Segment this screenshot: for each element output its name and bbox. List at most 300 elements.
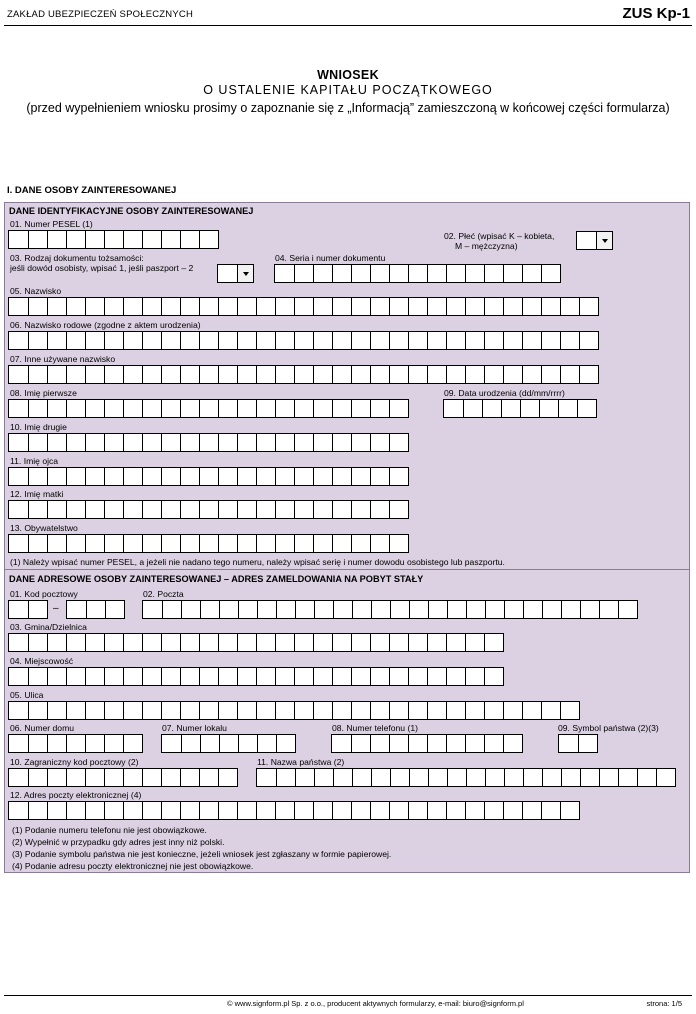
char-cell[interactable] <box>123 802 142 819</box>
char-cell[interactable] <box>218 400 237 417</box>
char-cell[interactable] <box>218 634 237 651</box>
char-cell[interactable] <box>47 501 66 518</box>
flat-number-input[interactable] <box>161 734 296 753</box>
char-cell[interactable] <box>180 366 199 383</box>
char-cell[interactable] <box>578 735 597 752</box>
char-cell[interactable] <box>485 769 504 786</box>
char-cell[interactable] <box>199 634 218 651</box>
char-cell[interactable] <box>85 634 104 651</box>
char-cell[interactable] <box>332 468 351 485</box>
char-cell[interactable] <box>332 702 351 719</box>
char-cell[interactable] <box>256 434 275 451</box>
char-cell[interactable] <box>313 702 332 719</box>
char-cell[interactable] <box>313 366 332 383</box>
char-cell[interactable] <box>503 332 522 349</box>
char-cell[interactable] <box>199 366 218 383</box>
char-cell[interactable] <box>389 501 408 518</box>
char-cell[interactable] <box>218 265 237 282</box>
char-cell[interactable] <box>218 332 237 349</box>
char-cell[interactable] <box>522 265 541 282</box>
char-cell[interactable] <box>66 702 85 719</box>
char-cell[interactable] <box>332 634 351 651</box>
char-cell[interactable] <box>85 366 104 383</box>
char-cell[interactable] <box>332 400 351 417</box>
char-cell[interactable] <box>180 231 199 248</box>
char-cell[interactable] <box>28 802 47 819</box>
char-cell[interactable] <box>142 468 161 485</box>
char-cell[interactable] <box>47 434 66 451</box>
char-cell[interactable] <box>142 702 161 719</box>
char-cell[interactable] <box>85 501 104 518</box>
char-cell[interactable] <box>28 434 47 451</box>
char-cell[interactable] <box>123 468 142 485</box>
char-cell[interactable] <box>276 769 295 786</box>
char-cell[interactable] <box>66 802 85 819</box>
commune-input[interactable] <box>8 633 504 652</box>
char-cell[interactable] <box>9 769 28 786</box>
char-cell[interactable] <box>9 298 28 315</box>
char-cell[interactable] <box>161 668 180 685</box>
char-cell[interactable] <box>256 634 275 651</box>
char-cell[interactable] <box>123 769 142 786</box>
char-cell[interactable] <box>541 802 560 819</box>
char-cell[interactable] <box>66 769 85 786</box>
char-cell[interactable] <box>503 702 522 719</box>
char-cell[interactable] <box>389 298 408 315</box>
char-cell[interactable] <box>237 298 256 315</box>
char-cell[interactable] <box>123 535 142 552</box>
char-cell[interactable] <box>294 400 313 417</box>
char-cell[interactable] <box>275 366 294 383</box>
char-cell[interactable] <box>294 366 313 383</box>
char-cell[interactable] <box>47 769 66 786</box>
char-cell[interactable] <box>256 332 275 349</box>
char-cell[interactable] <box>466 601 485 618</box>
char-cell[interactable] <box>104 231 123 248</box>
char-cell[interactable] <box>275 298 294 315</box>
char-cell[interactable] <box>66 434 85 451</box>
char-cell[interactable] <box>522 802 541 819</box>
char-cell[interactable] <box>389 265 408 282</box>
char-cell[interactable] <box>599 601 618 618</box>
char-cell[interactable] <box>294 702 313 719</box>
char-cell[interactable] <box>104 298 123 315</box>
char-cell[interactable] <box>86 601 105 618</box>
char-cell[interactable] <box>161 501 180 518</box>
char-cell[interactable] <box>446 735 465 752</box>
char-cell[interactable] <box>123 668 142 685</box>
char-cell[interactable] <box>484 366 503 383</box>
street-input[interactable] <box>8 701 580 720</box>
char-cell[interactable] <box>313 400 332 417</box>
char-cell[interactable] <box>199 400 218 417</box>
char-cell[interactable] <box>123 434 142 451</box>
char-cell[interactable] <box>237 434 256 451</box>
char-cell[interactable] <box>370 298 389 315</box>
char-cell[interactable] <box>314 601 333 618</box>
char-cell[interactable] <box>162 601 181 618</box>
char-cell[interactable] <box>294 298 313 315</box>
char-cell[interactable] <box>237 634 256 651</box>
char-cell[interactable] <box>370 668 389 685</box>
char-cell[interactable] <box>218 702 237 719</box>
char-cell[interactable] <box>47 366 66 383</box>
char-cell[interactable] <box>313 434 332 451</box>
char-cell[interactable] <box>85 769 104 786</box>
char-cell[interactable] <box>389 735 408 752</box>
char-cell[interactable] <box>446 668 465 685</box>
other-name-input[interactable] <box>8 365 599 384</box>
char-cell[interactable] <box>428 601 447 618</box>
char-cell[interactable] <box>427 634 446 651</box>
char-cell[interactable] <box>408 668 427 685</box>
char-cell[interactable] <box>276 601 295 618</box>
char-cell[interactable] <box>275 668 294 685</box>
char-cell[interactable] <box>351 468 370 485</box>
char-cell[interactable] <box>218 501 237 518</box>
char-cell[interactable] <box>181 735 200 752</box>
char-cell[interactable] <box>143 601 162 618</box>
char-cell[interactable] <box>390 601 409 618</box>
char-cell[interactable] <box>522 702 541 719</box>
char-cell[interactable] <box>219 601 238 618</box>
char-cell[interactable] <box>105 601 124 618</box>
char-cell[interactable] <box>161 802 180 819</box>
char-cell[interactable] <box>275 332 294 349</box>
char-cell[interactable] <box>427 332 446 349</box>
char-cell[interactable] <box>85 535 104 552</box>
char-cell[interactable] <box>104 434 123 451</box>
char-cell[interactable] <box>333 769 352 786</box>
char-cell[interactable] <box>142 298 161 315</box>
char-cell[interactable] <box>199 332 218 349</box>
char-cell[interactable] <box>218 298 237 315</box>
char-cell[interactable] <box>123 735 142 752</box>
char-cell[interactable] <box>504 769 523 786</box>
char-cell[interactable] <box>427 366 446 383</box>
char-cell[interactable] <box>218 468 237 485</box>
char-cell[interactable] <box>180 434 199 451</box>
char-cell[interactable] <box>408 332 427 349</box>
char-cell[interactable] <box>501 400 520 417</box>
char-cell[interactable] <box>28 735 47 752</box>
char-cell[interactable] <box>161 400 180 417</box>
char-cell[interactable] <box>219 735 238 752</box>
char-cell[interactable] <box>104 366 123 383</box>
char-cell[interactable] <box>85 400 104 417</box>
char-cell[interactable] <box>123 702 142 719</box>
char-cell[interactable] <box>161 634 180 651</box>
char-cell[interactable] <box>313 298 332 315</box>
char-cell[interactable] <box>484 332 503 349</box>
char-cell[interactable] <box>256 468 275 485</box>
char-cell[interactable] <box>294 501 313 518</box>
char-cell[interactable] <box>142 231 161 248</box>
doc-number-input[interactable] <box>274 264 561 283</box>
char-cell[interactable] <box>408 634 427 651</box>
char-cell[interactable] <box>123 298 142 315</box>
char-cell[interactable] <box>237 501 256 518</box>
char-cell[interactable] <box>142 802 161 819</box>
char-cell[interactable] <box>218 434 237 451</box>
char-cell[interactable] <box>9 434 28 451</box>
dropdown-arrow-icon[interactable] <box>237 265 253 282</box>
char-cell[interactable] <box>104 634 123 651</box>
char-cell[interactable] <box>238 601 257 618</box>
char-cell[interactable] <box>67 601 86 618</box>
char-cell[interactable] <box>351 634 370 651</box>
gender-select[interactable] <box>576 231 613 250</box>
char-cell[interactable] <box>123 400 142 417</box>
citizenship-input[interactable] <box>8 534 409 553</box>
char-cell[interactable] <box>313 468 332 485</box>
email-input[interactable] <box>8 801 580 820</box>
char-cell[interactable] <box>389 634 408 651</box>
char-cell[interactable] <box>351 702 370 719</box>
char-cell[interactable] <box>142 501 161 518</box>
char-cell[interactable] <box>542 769 561 786</box>
char-cell[interactable] <box>370 366 389 383</box>
char-cell[interactable] <box>409 769 428 786</box>
char-cell[interactable] <box>123 366 142 383</box>
char-cell[interactable] <box>180 769 199 786</box>
char-cell[interactable] <box>313 332 332 349</box>
father-name-input[interactable] <box>8 467 409 486</box>
char-cell[interactable] <box>180 298 199 315</box>
char-cell[interactable] <box>485 601 504 618</box>
char-cell[interactable] <box>66 231 85 248</box>
char-cell[interactable] <box>408 265 427 282</box>
char-cell[interactable] <box>389 802 408 819</box>
char-cell[interactable] <box>275 634 294 651</box>
char-cell[interactable] <box>28 298 47 315</box>
char-cell[interactable] <box>295 601 314 618</box>
char-cell[interactable] <box>9 501 28 518</box>
city-input[interactable] <box>8 667 504 686</box>
char-cell[interactable] <box>314 769 333 786</box>
char-cell[interactable] <box>9 735 28 752</box>
char-cell[interactable] <box>370 535 389 552</box>
char-cell[interactable] <box>257 769 276 786</box>
char-cell[interactable] <box>333 601 352 618</box>
char-cell[interactable] <box>9 366 28 383</box>
char-cell[interactable] <box>561 601 580 618</box>
char-cell[interactable] <box>47 535 66 552</box>
char-cell[interactable] <box>180 400 199 417</box>
char-cell[interactable] <box>85 468 104 485</box>
char-cell[interactable] <box>332 332 351 349</box>
char-cell[interactable] <box>181 601 200 618</box>
char-cell[interactable] <box>484 634 503 651</box>
char-cell[interactable] <box>161 434 180 451</box>
char-cell[interactable] <box>559 735 578 752</box>
char-cell[interactable] <box>161 231 180 248</box>
char-cell[interactable] <box>579 366 598 383</box>
char-cell[interactable] <box>351 298 370 315</box>
char-cell[interactable] <box>28 366 47 383</box>
char-cell[interactable] <box>237 468 256 485</box>
char-cell[interactable] <box>28 501 47 518</box>
char-cell[interactable] <box>560 802 579 819</box>
char-cell[interactable] <box>28 468 47 485</box>
char-cell[interactable] <box>560 702 579 719</box>
char-cell[interactable] <box>313 802 332 819</box>
char-cell[interactable] <box>427 298 446 315</box>
char-cell[interactable] <box>465 668 484 685</box>
char-cell[interactable] <box>466 769 485 786</box>
char-cell[interactable] <box>28 634 47 651</box>
char-cell[interactable] <box>370 634 389 651</box>
char-cell[interactable] <box>370 735 389 752</box>
mother-name-input[interactable] <box>8 500 409 519</box>
char-cell[interactable] <box>47 668 66 685</box>
char-cell[interactable] <box>389 366 408 383</box>
char-cell[interactable] <box>294 468 313 485</box>
char-cell[interactable] <box>520 400 539 417</box>
char-cell[interactable] <box>465 332 484 349</box>
char-cell[interactable] <box>256 366 275 383</box>
char-cell[interactable] <box>85 434 104 451</box>
char-cell[interactable] <box>9 231 28 248</box>
char-cell[interactable] <box>199 702 218 719</box>
char-cell[interactable] <box>427 668 446 685</box>
char-cell[interactable] <box>389 668 408 685</box>
char-cell[interactable] <box>351 802 370 819</box>
char-cell[interactable] <box>446 298 465 315</box>
char-cell[interactable] <box>180 501 199 518</box>
char-cell[interactable] <box>142 366 161 383</box>
post-office-input[interactable] <box>142 600 638 619</box>
char-cell[interactable] <box>66 366 85 383</box>
char-cell[interactable] <box>9 601 28 618</box>
char-cell[interactable] <box>427 265 446 282</box>
char-cell[interactable] <box>332 265 351 282</box>
char-cell[interactable] <box>390 769 409 786</box>
char-cell[interactable] <box>104 735 123 752</box>
char-cell[interactable] <box>28 702 47 719</box>
char-cell[interactable] <box>580 601 599 618</box>
char-cell[interactable] <box>370 702 389 719</box>
char-cell[interactable] <box>618 769 637 786</box>
dropdown-arrow-icon[interactable] <box>596 232 612 249</box>
char-cell[interactable] <box>427 735 446 752</box>
char-cell[interactable] <box>447 769 466 786</box>
char-cell[interactable] <box>560 366 579 383</box>
char-cell[interactable] <box>123 332 142 349</box>
char-cell[interactable] <box>276 735 295 752</box>
char-cell[interactable] <box>522 332 541 349</box>
char-cell[interactable] <box>237 702 256 719</box>
char-cell[interactable] <box>9 535 28 552</box>
char-cell[interactable] <box>560 332 579 349</box>
char-cell[interactable] <box>444 400 463 417</box>
char-cell[interactable] <box>256 802 275 819</box>
char-cell[interactable] <box>9 468 28 485</box>
char-cell[interactable] <box>161 332 180 349</box>
char-cell[interactable] <box>180 668 199 685</box>
char-cell[interactable] <box>237 535 256 552</box>
char-cell[interactable] <box>541 702 560 719</box>
char-cell[interactable] <box>199 769 218 786</box>
char-cell[interactable] <box>463 400 482 417</box>
char-cell[interactable] <box>28 231 47 248</box>
char-cell[interactable] <box>256 501 275 518</box>
char-cell[interactable] <box>313 668 332 685</box>
char-cell[interactable] <box>408 298 427 315</box>
char-cell[interactable] <box>275 702 294 719</box>
char-cell[interactable] <box>237 332 256 349</box>
char-cell[interactable] <box>446 634 465 651</box>
char-cell[interactable] <box>237 366 256 383</box>
char-cell[interactable] <box>104 802 123 819</box>
char-cell[interactable] <box>446 702 465 719</box>
char-cell[interactable] <box>408 366 427 383</box>
char-cell[interactable] <box>180 535 199 552</box>
char-cell[interactable] <box>446 332 465 349</box>
char-cell[interactable] <box>313 634 332 651</box>
char-cell[interactable] <box>85 298 104 315</box>
char-cell[interactable] <box>313 535 332 552</box>
char-cell[interactable] <box>66 668 85 685</box>
char-cell[interactable] <box>313 265 332 282</box>
char-cell[interactable] <box>180 468 199 485</box>
char-cell[interactable] <box>408 802 427 819</box>
char-cell[interactable] <box>275 400 294 417</box>
char-cell[interactable] <box>465 265 484 282</box>
char-cell[interactable] <box>9 332 28 349</box>
char-cell[interactable] <box>200 601 219 618</box>
phone-input[interactable] <box>331 734 523 753</box>
country-name-input[interactable] <box>256 768 676 787</box>
char-cell[interactable] <box>275 265 294 282</box>
char-cell[interactable] <box>257 735 276 752</box>
char-cell[interactable] <box>218 802 237 819</box>
char-cell[interactable] <box>142 668 161 685</box>
char-cell[interactable] <box>389 400 408 417</box>
char-cell[interactable] <box>332 434 351 451</box>
char-cell[interactable] <box>465 634 484 651</box>
char-cell[interactable] <box>180 332 199 349</box>
char-cell[interactable] <box>332 535 351 552</box>
char-cell[interactable] <box>656 769 675 786</box>
char-cell[interactable] <box>28 400 47 417</box>
char-cell[interactable] <box>408 702 427 719</box>
char-cell[interactable] <box>180 702 199 719</box>
char-cell[interactable] <box>47 400 66 417</box>
char-cell[interactable] <box>142 535 161 552</box>
pesel-input[interactable] <box>8 230 219 249</box>
char-cell[interactable] <box>104 332 123 349</box>
char-cell[interactable] <box>256 702 275 719</box>
char-cell[interactable] <box>503 298 522 315</box>
char-cell[interactable] <box>541 265 560 282</box>
char-cell[interactable] <box>256 298 275 315</box>
char-cell[interactable] <box>47 702 66 719</box>
char-cell[interactable] <box>66 332 85 349</box>
char-cell[interactable] <box>541 298 560 315</box>
char-cell[interactable] <box>561 769 580 786</box>
char-cell[interactable] <box>484 735 503 752</box>
char-cell[interactable] <box>541 332 560 349</box>
char-cell[interactable] <box>389 468 408 485</box>
char-cell[interactable] <box>180 634 199 651</box>
char-cell[interactable] <box>332 802 351 819</box>
char-cell[interactable] <box>370 434 389 451</box>
char-cell[interactable] <box>200 735 219 752</box>
char-cell[interactable] <box>47 231 66 248</box>
postal-code-part1-input[interactable] <box>8 600 48 619</box>
char-cell[interactable] <box>28 535 47 552</box>
